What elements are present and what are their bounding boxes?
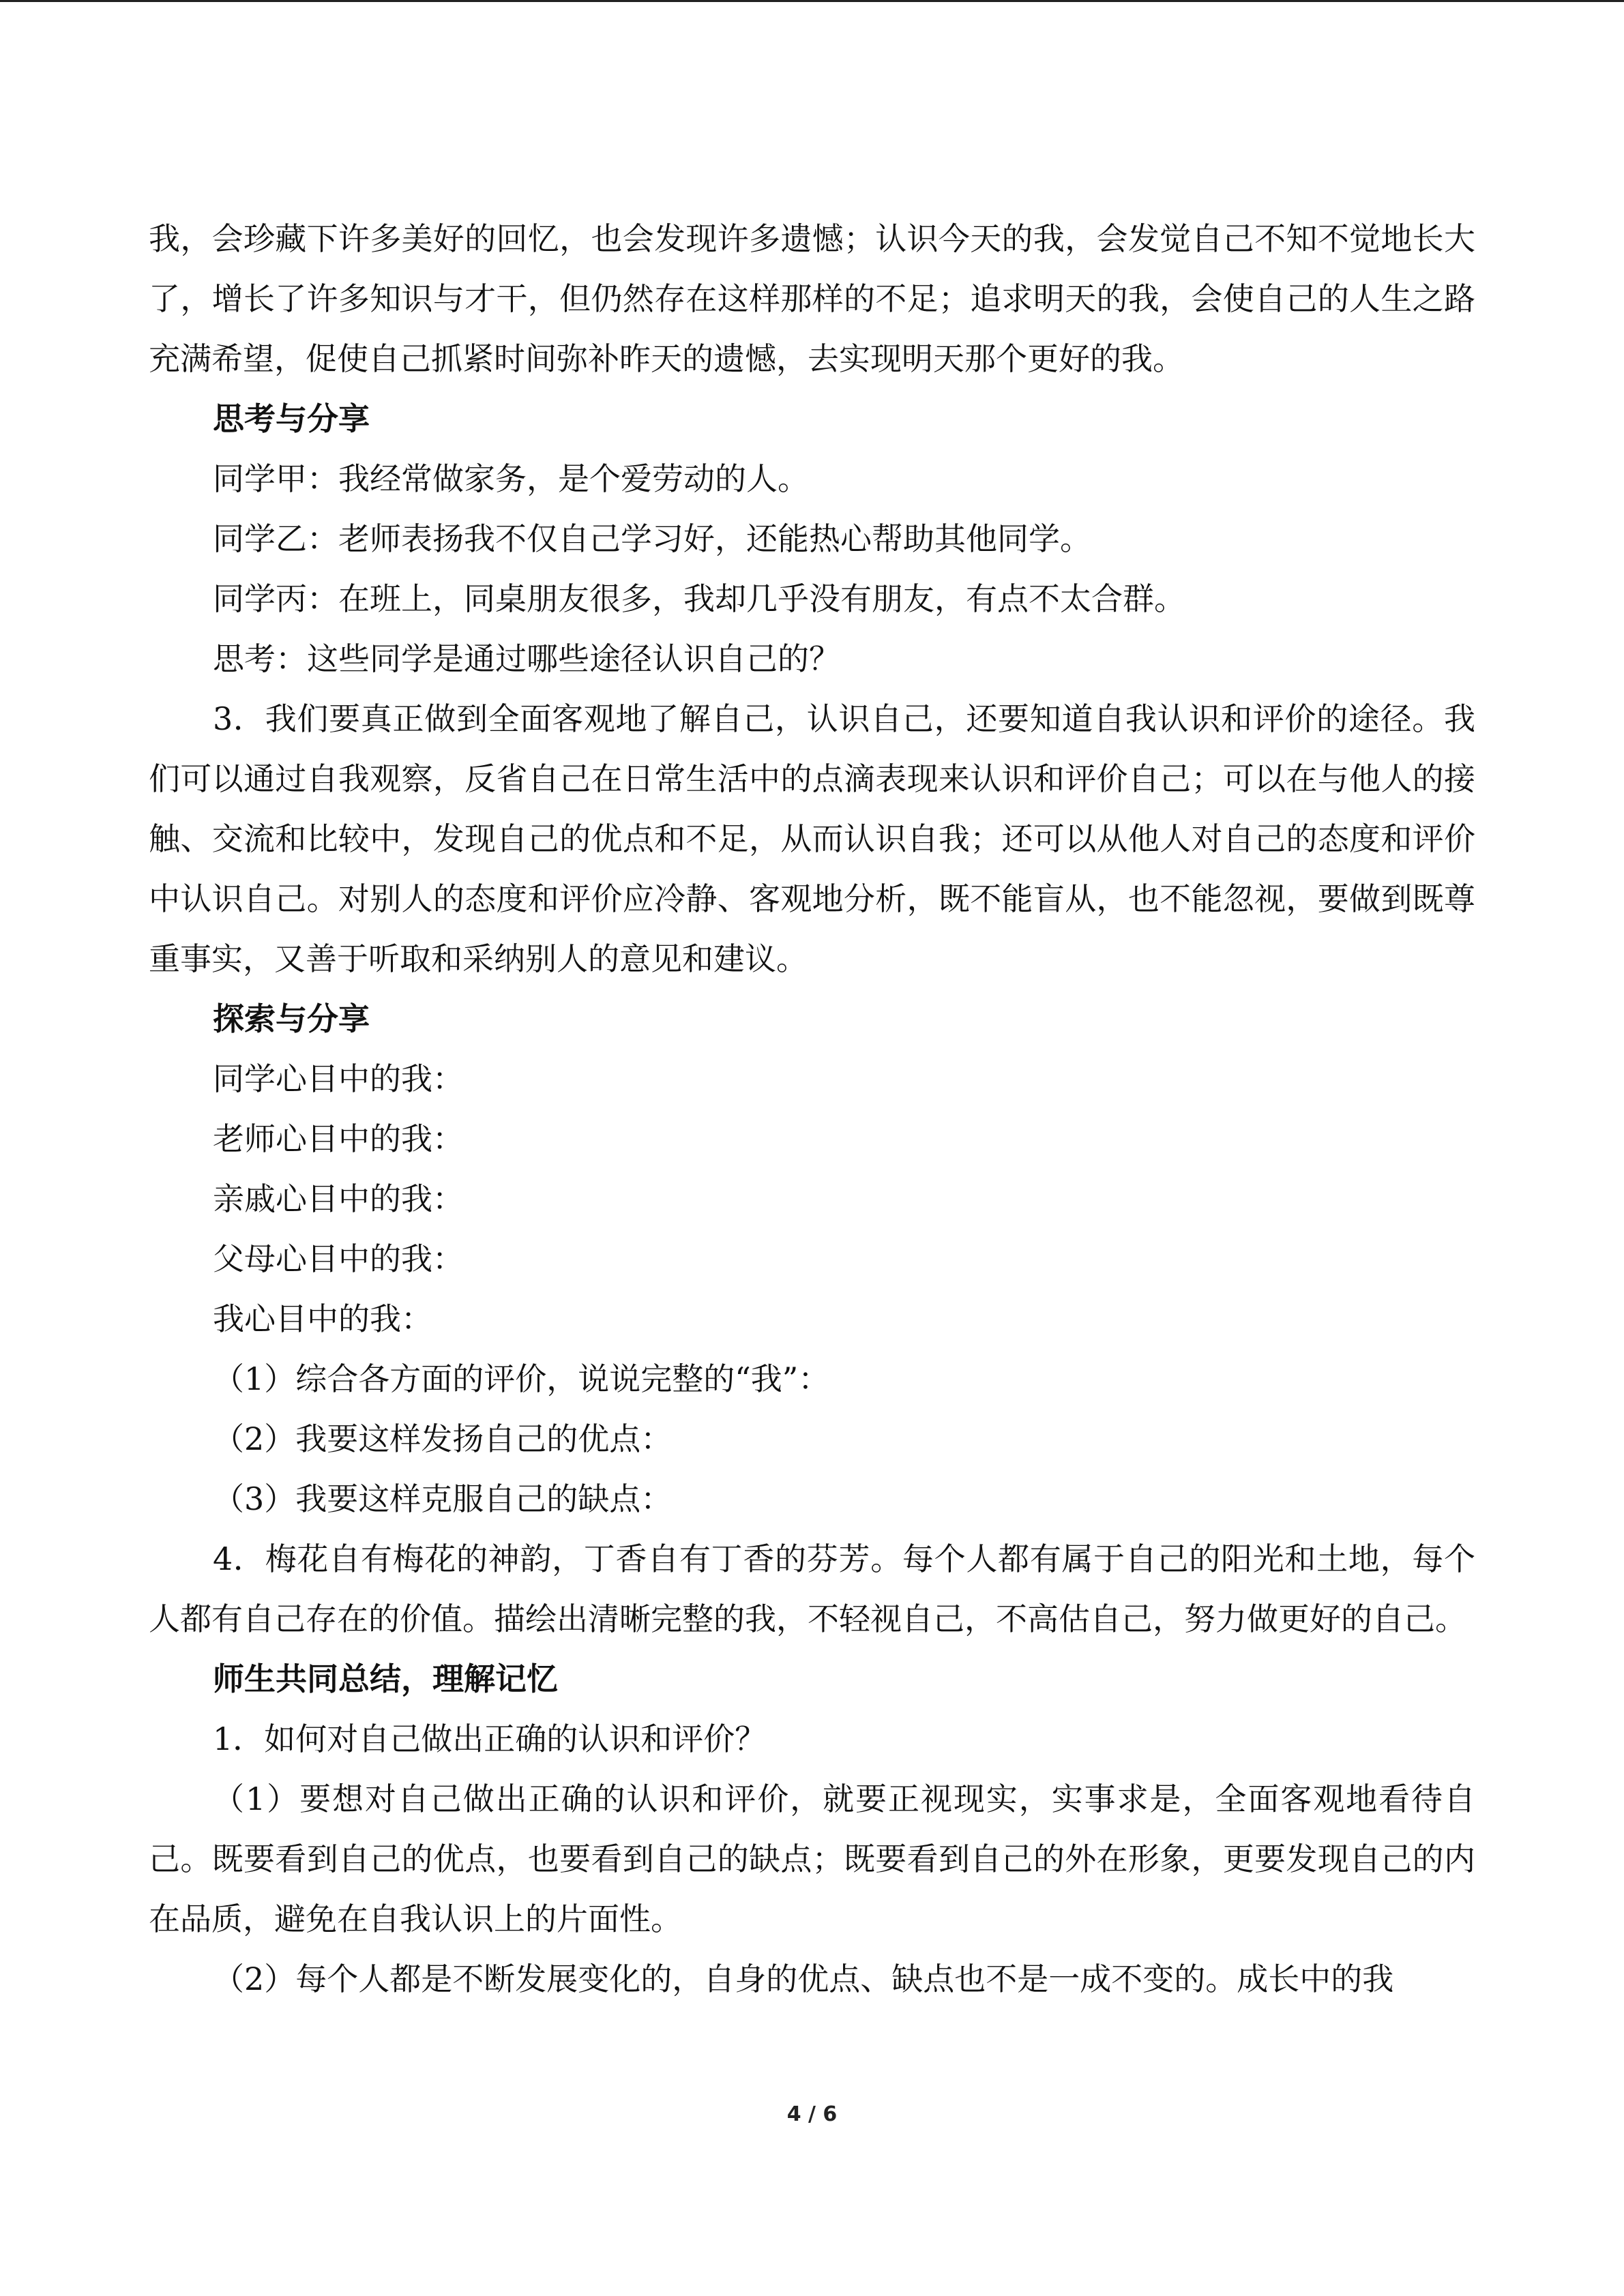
heading-think-and-share: 思考与分享	[213, 400, 370, 437]
paragraph-think-question: 思考：这些同学是通过哪些途径认识自己的？	[213, 640, 840, 677]
prompt-classmates-view: 同学心目中的我：	[213, 1060, 464, 1097]
page-number: 4 / 6	[786, 2102, 838, 2126]
prompt-self-view: 我心目中的我：	[213, 1300, 432, 1337]
paragraph-student-c: 同学丙：在班上，同桌朋友很多，我却几乎没有朋友，有点不太合群。	[213, 580, 1185, 617]
prompt-parents-view: 父母心目中的我：	[213, 1240, 464, 1277]
paragraph-student-b: 同学乙：老师表扬我不仅自己学习好，还能热心帮助其他同学。	[213, 520, 1091, 557]
prompt-item-3: （3）我要这样克服自己的缺点：	[213, 1480, 673, 1517]
summary-answer-1: （1）要想对自己做出正确的认识和评价，就要正视现实，实事求是，全面客观地看待自己。既要看到自己的优点，也要看到自己的缺点；既要看到自己的外在形象，更要发现自己的内在品质，避免在自我认识上的片面性。	[149, 1780, 1475, 1937]
prompt-item-2: （2）我要这样发扬自己的优点：	[213, 1420, 673, 1457]
paragraph-point-3: 3．我们要真正做到全面客观地了解自己，认识自己，还要知道自我认识和评价的途径。我们可以通过自我观察，反省自己在日常生活中的点滴表现来认识和评价自己；可以在与他人的接触、交流和比较中，发现自己的优点和不足，从而认识自我；还可以从他人对自己的态度和评价中认识自己。对别人的态度和评价应冷静、客观地分析，既不能盲从，也不能忽视，要做到既尊重事实，又善于听取和采纳别人的意见和建议。	[149, 700, 1475, 977]
summary-question-1: 1．如何对自己做出正确的认识和评价？	[213, 1720, 767, 1757]
prompt-teacher-view: 老师心目中的我：	[213, 1120, 464, 1157]
summary-answer-2: （2）每个人都是不断发展变化的，自身的优点、缺点也不是一成不变的。成长中的我	[213, 1960, 1394, 1997]
heading-summary: 师生共同总结，理解记忆	[213, 1660, 558, 1697]
prompt-item-1: （1）综合各方面的评价，说说完整的“我”：	[213, 1360, 830, 1397]
heading-explore-and-share: 探索与分享	[213, 1000, 370, 1037]
paragraph-student-a: 同学甲：我经常做家务，是个爱劳动的人。	[213, 460, 809, 497]
page-top-border	[0, 0, 1624, 2]
prompt-relatives-view: 亲戚心目中的我：	[213, 1180, 464, 1217]
document-body	[149, 209, 1475, 2009]
paragraph-point-4: 4．梅花自有梅花的神韵，丁香自有丁香的芬芳。每个人都有属于自己的阳光和土地，每个人都有自己存在的价值。描绘出清晰完整的我，不轻视自己，不高估自己，努力做更好的自己。	[149, 1540, 1475, 1637]
paragraph-remembering-yesterday: 我，会珍藏下许多美好的回忆，也会发现许多遗憾；认识今天的我，会发觉自己不知不觉地长大了，增长了许多知识与才干，但仍然存在这样那样的不足；追求明天的我，会使自己的人生之路充满希望，促使自己抓紧时间弥补昨天的遗憾，去实现明天那个更好的我。	[149, 220, 1475, 377]
